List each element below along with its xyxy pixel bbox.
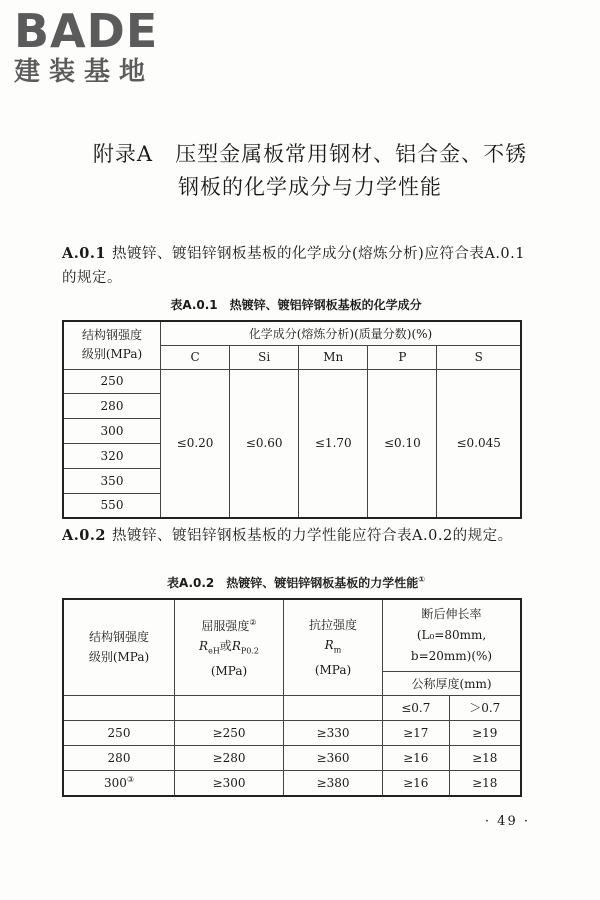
table1-grade-header-line1: 结构钢强度 xyxy=(81,328,142,343)
table1-group-header: 化学成分(熔炼分析)(质量分数)(%) xyxy=(161,321,522,345)
table2-yield-reh-sub: eH xyxy=(208,646,220,656)
title-line-1: 附录A 压型金属板常用钢材、铝合金、不锈 xyxy=(92,142,528,166)
table2-yield-rp-sub: P0.2 xyxy=(240,646,259,656)
table2-yield-note: ② xyxy=(249,618,257,628)
table2-tensile-sub: m xyxy=(333,644,342,654)
table2-yield-label-line xyxy=(175,613,283,636)
table2-elong-thick: ≥19 xyxy=(449,720,521,745)
table1-element-c: C xyxy=(161,345,230,369)
table2-elong-thick: ≥18 xyxy=(449,745,521,770)
table2-tensile-unit: (MPa) xyxy=(314,662,352,677)
title-line-2: 钢板的化学成分与力学性能 xyxy=(178,175,442,199)
section-a01 xyxy=(62,242,530,290)
table2-caption-text: 表A.0.2 热镀锌、镀铝锌钢板基板的力学性能 xyxy=(166,576,419,590)
table2-tensile: ≥330 xyxy=(284,720,383,745)
table2-yield-unit: (MPa) xyxy=(210,664,248,679)
table2-elong-thick: ≥18 xyxy=(449,770,521,796)
table2-elongation-line3: b=20mm)(%) xyxy=(410,648,493,663)
table-a02 xyxy=(62,598,522,797)
table2-elongation-header xyxy=(383,599,522,671)
table2-yield: ≥250 xyxy=(175,720,284,745)
table2-grade: 250 xyxy=(63,720,175,745)
table2-tensile-spacer xyxy=(284,695,383,720)
table1-limit-s: ≤0.045 xyxy=(437,369,521,518)
table2-grade-spacer xyxy=(63,695,175,720)
table2-grade-header xyxy=(63,599,175,695)
table1-limit-p: ≤0.10 xyxy=(368,369,437,518)
table2-elongation-line2: (L₀=80mm, xyxy=(416,627,487,642)
logo-brand: BADE xyxy=(14,4,159,58)
table1-element-s: S xyxy=(437,345,521,369)
section-a01-text: 热镀锌、镀铝锌钢板基板的化学成分(熔炼分析)应符合表A.0.1的规定。 xyxy=(62,246,525,286)
table1-grade: 300 xyxy=(63,418,161,443)
table1-limit-si: ≤0.60 xyxy=(230,369,299,518)
table2-yield-or: 或 xyxy=(219,639,232,654)
table2-elongation-line1: 断后伸长率 xyxy=(421,606,482,621)
table2-tensile-label: 抗拉强度 xyxy=(308,617,357,632)
table2-grade: 280 xyxy=(63,745,175,770)
table2-yield-label: 屈服强度 xyxy=(201,619,250,634)
table2-yield: ≥300 xyxy=(175,770,284,796)
table1-grade-header xyxy=(63,321,161,369)
table1-limit-mn: ≤1.70 xyxy=(299,369,368,518)
table2-thickness-col-1: ≤0.7 xyxy=(383,695,450,720)
table2-grade-value: 300 xyxy=(103,776,127,791)
table-a01 xyxy=(62,320,522,519)
table2-elong-thin: ≥17 xyxy=(383,720,450,745)
table2-tensile: ≥360 xyxy=(284,745,383,770)
table2-tensile-header xyxy=(284,599,383,695)
table2-tensile: ≥380 xyxy=(284,770,383,796)
table1-grade: 550 xyxy=(63,493,161,518)
table1-caption: 表A.0.1 热镀锌、镀铝锌钢板基板的化学成分 xyxy=(170,298,422,312)
table2-yield-reh: R xyxy=(199,639,209,654)
table1-limit-c: ≤0.20 xyxy=(161,369,230,518)
table1-element-mn: Mn xyxy=(299,345,368,369)
table2-caption xyxy=(62,574,530,591)
section-a02-number: A.0.2 xyxy=(62,527,107,544)
table2-caption-note: ① xyxy=(418,575,426,584)
logo xyxy=(14,6,158,88)
table1-grade: 250 xyxy=(63,369,161,393)
section-a02-text: 热镀锌、镀铝锌钢板基板的力学性能应符合表A.0.2的规定。 xyxy=(112,528,513,544)
table2-grade-header-line2: 级别(MPa) xyxy=(88,650,150,665)
table2-tensile-symbol: R xyxy=(324,637,334,652)
table-row xyxy=(63,720,521,745)
table-row xyxy=(63,770,521,796)
table2-grade-note: ③ xyxy=(126,775,135,785)
table2-yield-symbols xyxy=(175,636,283,661)
table2-grade xyxy=(63,770,175,796)
table1-element-si: Si xyxy=(230,345,299,369)
table2-thickness-col-2: ＞0.7 xyxy=(449,695,521,720)
section-a02 xyxy=(62,524,530,548)
page-number: · 49 · xyxy=(484,814,530,829)
table2-elong-thin: ≥16 xyxy=(383,745,450,770)
table1-grade: 280 xyxy=(63,393,161,418)
table2-yield-spacer xyxy=(175,695,284,720)
table2-yield-rp: R xyxy=(231,639,241,654)
appendix-title xyxy=(60,138,560,204)
table2-tensile-symbol-line xyxy=(284,635,382,660)
table2-grade-header-line1: 结构钢强度 xyxy=(88,630,149,645)
table1-grade-header-line2: 级别(MPa) xyxy=(81,347,143,362)
table2-thickness-header: 公称厚度(mm) xyxy=(383,671,522,695)
logo-subtitle: 建装基地 xyxy=(14,57,155,87)
table2-yield-header xyxy=(175,599,284,695)
table1-element-p: P xyxy=(368,345,437,369)
table-row xyxy=(63,745,521,770)
table2-elong-thin: ≥16 xyxy=(383,770,450,796)
table1-grade: 320 xyxy=(63,443,161,468)
section-a01-number: A.0.1 xyxy=(62,245,107,262)
table1-grade: 350 xyxy=(63,468,161,493)
table2-yield: ≥280 xyxy=(175,745,284,770)
